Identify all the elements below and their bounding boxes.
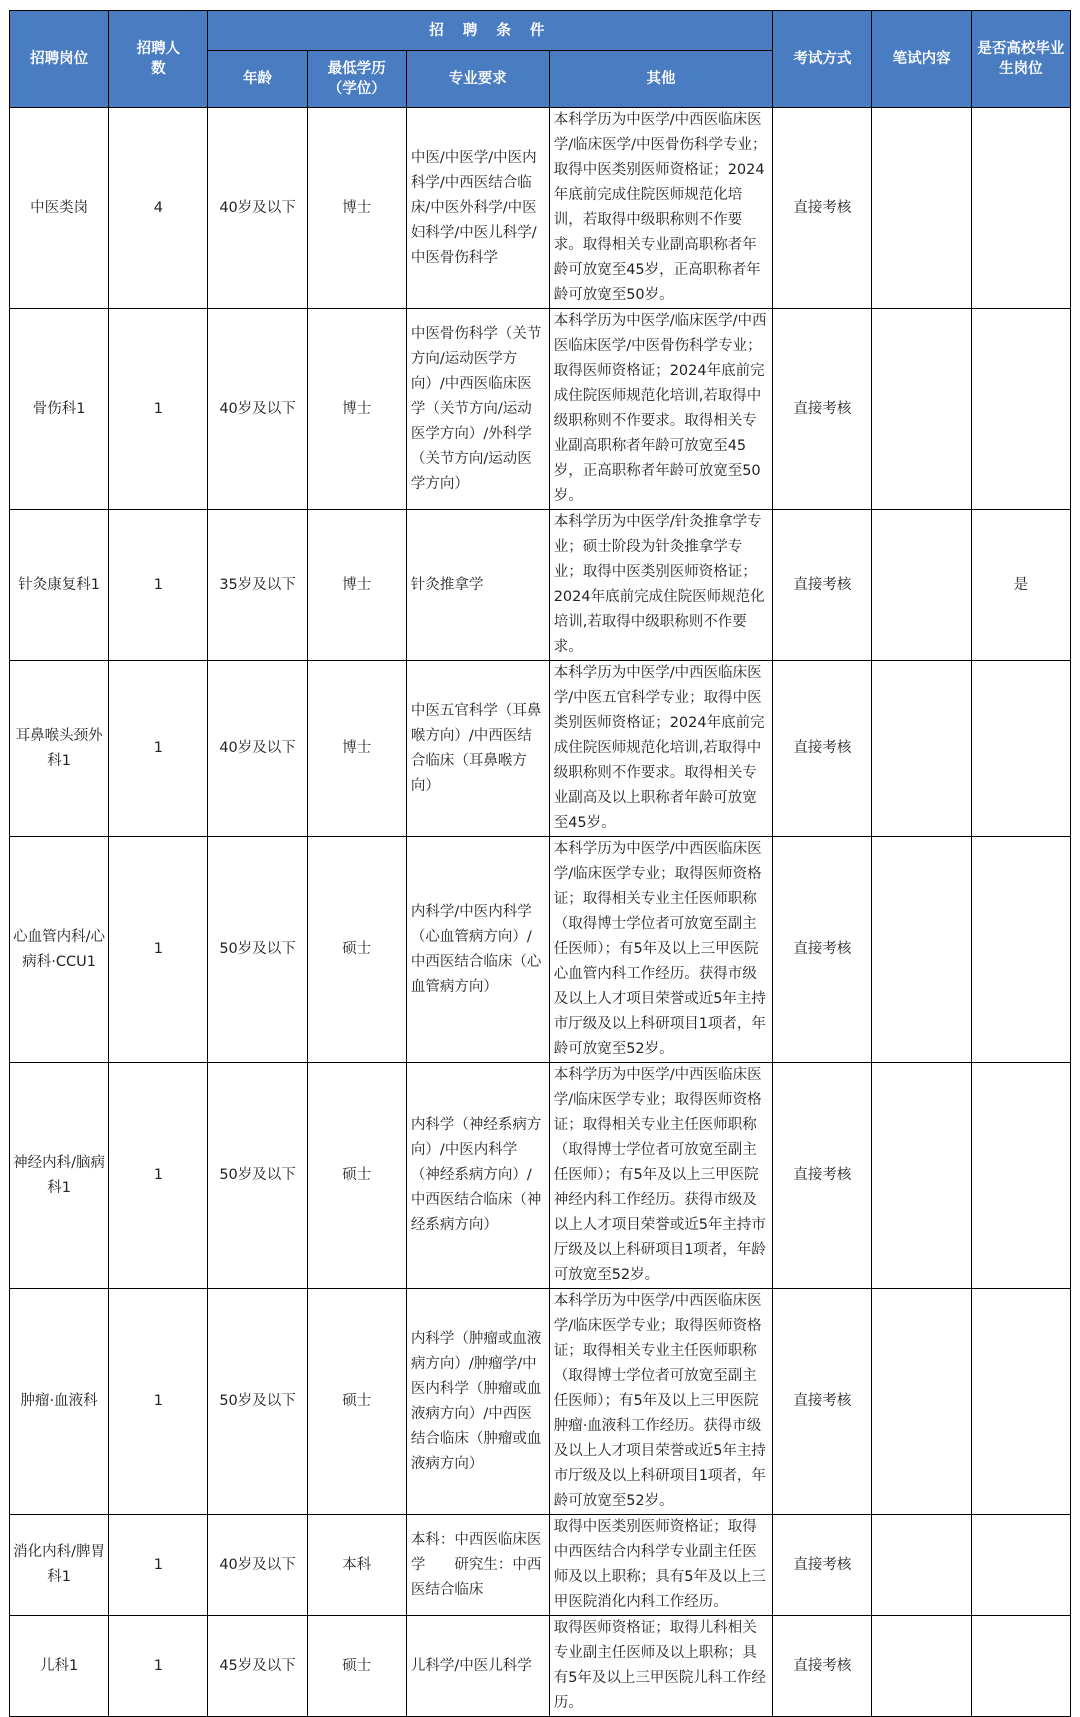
cell-graduate-post: 是: [971, 510, 1070, 661]
cell-written-content: [872, 837, 971, 1063]
cell-written-content: [872, 1515, 971, 1616]
table-row: [10, 1063, 1071, 1289]
table-row: [10, 510, 1071, 661]
cell-age: 50岁及以下: [208, 837, 307, 1063]
cell-age: 40岁及以下: [208, 1515, 307, 1616]
cell-age: 50岁及以下: [208, 1289, 307, 1515]
cell-graduate-post: [971, 108, 1070, 309]
table-row: [10, 661, 1071, 837]
header-count: 招聘人数: [109, 11, 208, 108]
header-age: 年龄: [208, 51, 307, 108]
cell-exam-method: 直接考核: [773, 837, 872, 1063]
cell-exam-method: 直接考核: [773, 309, 872, 510]
cell-age: 45岁及以下: [208, 1616, 307, 1717]
cell-age: 40岁及以下: [208, 661, 307, 837]
cell-exam-method: 直接考核: [773, 1616, 872, 1717]
cell-other: 本科学历为中医学/中西医临床医学/中医五官科学专业；取得中医类别医师资格证；2024年底前完成住院医师规范化培训,若取得中级职称则不作要求。取得相关专业副高及以上职称者年龄可放宽至45岁。: [549, 661, 773, 837]
cell-position: 针灸康复科1: [10, 510, 109, 661]
cell-major: 内科学/中医内科学（心血管病方向）/中西医结合临床（心血管病方向）: [406, 837, 549, 1063]
cell-count: 1: [109, 510, 208, 661]
cell-exam-method: 直接考核: [773, 661, 872, 837]
table-row: [10, 309, 1071, 510]
cell-position: 儿科1: [10, 1616, 109, 1717]
cell-exam-method: 直接考核: [773, 1515, 872, 1616]
header-graduate-post: 是否高校毕业生岗位: [971, 11, 1070, 108]
header-position: 招聘岗位: [10, 11, 109, 108]
header-written-content: 笔试内容: [872, 11, 971, 108]
cell-exam-method: 直接考核: [773, 510, 872, 661]
cell-age: 40岁及以下: [208, 108, 307, 309]
table-row: [10, 1616, 1071, 1717]
cell-age: 50岁及以下: [208, 1063, 307, 1289]
cell-major: 内科学（神经系病方向）/中医内科学（神经系病方向）/中西医结合临床（神经系病方向）: [406, 1063, 549, 1289]
cell-written-content: [872, 1289, 971, 1515]
cell-exam-method: 直接考核: [773, 1063, 872, 1289]
cell-major: 内科学（肿瘤或血液病方向）/肿瘤学/中医内科学（肿瘤或血液病方向）/中西医结合临床（肿瘤或血液病方向）: [406, 1289, 549, 1515]
cell-education: 博士: [307, 309, 406, 510]
cell-count: 1: [109, 1289, 208, 1515]
header-education: 最低学历（学位）: [307, 51, 406, 108]
cell-graduate-post: [971, 837, 1070, 1063]
cell-education: 硕士: [307, 1289, 406, 1515]
cell-count: 1: [109, 837, 208, 1063]
cell-count: 1: [109, 661, 208, 837]
table-row: [10, 1289, 1071, 1515]
cell-other: 本科学历为中医学/中西医临床医学/临床医学/中医骨伤科学专业；取得中医类别医师资格证；2024年底前完成住院医师规范化培训，若取得中级职称则不作要求。取得相关专业副高职称者年龄可放宽至45岁，正高职称者年龄可放宽至50岁。: [549, 108, 773, 309]
cell-other: 取得中医类别医师资格证；取得中西医结合内科学专业副主任医师及以上职称；具有5年及以上三甲医院消化内科工作经历。: [549, 1515, 773, 1616]
cell-exam-method: 直接考核: [773, 1289, 872, 1515]
cell-written-content: [872, 108, 971, 309]
cell-education: 博士: [307, 510, 406, 661]
cell-graduate-post: [971, 661, 1070, 837]
cell-count: 1: [109, 1515, 208, 1616]
cell-exam-method: 直接考核: [773, 108, 872, 309]
cell-major: 中医骨伤科学（关节方向/运动医学方向）/中西医临床医学（关节方向/运动医学方向）/外科学（关节方向/运动医学方向）: [406, 309, 549, 510]
table-row: [10, 108, 1071, 309]
cell-written-content: [872, 1063, 971, 1289]
cell-position: 消化内科/脾胃科1: [10, 1515, 109, 1616]
cell-education: 博士: [307, 108, 406, 309]
cell-count: 4: [109, 108, 208, 309]
table-row: [10, 837, 1071, 1063]
cell-count: 1: [109, 309, 208, 510]
cell-position: 心血管内科/心病科·CCU1: [10, 837, 109, 1063]
cell-written-content: [872, 1616, 971, 1717]
header-other: 其他: [549, 51, 773, 108]
cell-graduate-post: [971, 1063, 1070, 1289]
cell-position: 中医类岗: [10, 108, 109, 309]
recruitment-table-container: [9, 10, 1071, 1717]
cell-education: 博士: [307, 661, 406, 837]
cell-graduate-post: [971, 1289, 1070, 1515]
cell-education: 硕士: [307, 1616, 406, 1717]
cell-graduate-post: [971, 1616, 1070, 1717]
cell-position: 骨伤科1: [10, 309, 109, 510]
cell-other: 本科学历为中医学/针灸推拿学专业；硕士阶段为针灸推拿学专业；取得中医类别医师资格证；2024年底前完成住院医师规范化培训,若取得中级职称则不作要求。: [549, 510, 773, 661]
cell-graduate-post: [971, 1515, 1070, 1616]
header-major: 专业要求: [406, 51, 549, 108]
cell-major: 中医/中医学/中医内科学/中西医结合临床/中医外科学/中医妇科学/中医儿科学/中医骨伤科学: [406, 108, 549, 309]
cell-education: 本科: [307, 1515, 406, 1616]
cell-count: 1: [109, 1063, 208, 1289]
cell-position: 耳鼻喉头颈外科1: [10, 661, 109, 837]
cell-graduate-post: [971, 309, 1070, 510]
cell-major: 中医五官科学（耳鼻喉方向）/中西医结合临床（耳鼻喉方向）: [406, 661, 549, 837]
cell-major: 本科：中西医临床医学 研究生：中西医结合临床: [406, 1515, 549, 1616]
cell-other: 本科学历为中医学/中西医临床医学/临床医学专业；取得医师资格证；取得相关专业主任医师职称（取得博士学位者可放宽至副主任医师）；有5年及以上三甲医院神经内科工作经历。获得市级及以上人才项目荣誉或近5年主持市厅级及以上科研项目1项者，年龄可放宽至52岁。: [549, 1063, 773, 1289]
cell-written-content: [872, 510, 971, 661]
table-row: [10, 1515, 1071, 1616]
cell-education: 硕士: [307, 1063, 406, 1289]
cell-written-content: [872, 309, 971, 510]
header-exam-method: 考试方式: [773, 11, 872, 108]
header-conditions: 招 聘 条 件: [208, 11, 773, 51]
cell-major: 儿科学/中医儿科学: [406, 1616, 549, 1717]
cell-position: 肿瘤·血液科: [10, 1289, 109, 1515]
cell-written-content: [872, 661, 971, 837]
cell-count: 1: [109, 1616, 208, 1717]
cell-other: 本科学历为中医学/临床医学/中西医临床医学/中医骨伤科学专业；取得医师资格证；2024年底前完成住院医师规范化培训,若取得中级职称则不作要求。取得相关专业副高职称者年龄可放宽至45岁，正高职称者年龄可放宽至50岁。: [549, 309, 773, 510]
cell-major: 针灸推拿学: [406, 510, 549, 661]
cell-position: 神经内科/脑病科1: [10, 1063, 109, 1289]
recruitment-table: [9, 10, 1071, 1717]
cell-other: 本科学历为中医学/中西医临床医学/临床医学专业；取得医师资格证；取得相关专业主任医师职称（取得博士学位者可放宽至副主任医师）；有5年及以上三甲医院心血管内科工作经历。获得市级及以上人才项目荣誉或近5年主持市厅级及以上科研项目1项者，年龄可放宽至52岁。: [549, 837, 773, 1063]
cell-education: 硕士: [307, 837, 406, 1063]
cell-age: 40岁及以下: [208, 309, 307, 510]
cell-other: 本科学历为中医学/中西医临床医学/临床医学专业；取得医师资格证；取得相关专业主任医师职称（取得博士学位者可放宽至副主任医师）；有5年及以上三甲医院肿瘤·血液科工作经历。获得市级及以上人才项目荣誉或近5年主持市厅级及以上科研项目1项者，年龄可放宽至52岁。: [549, 1289, 773, 1515]
cell-other: 取得医师资格证；取得儿科相关专业副主任医师及以上职称；具有5年及以上三甲医院儿科工作经历。: [549, 1616, 773, 1717]
cell-age: 35岁及以下: [208, 510, 307, 661]
